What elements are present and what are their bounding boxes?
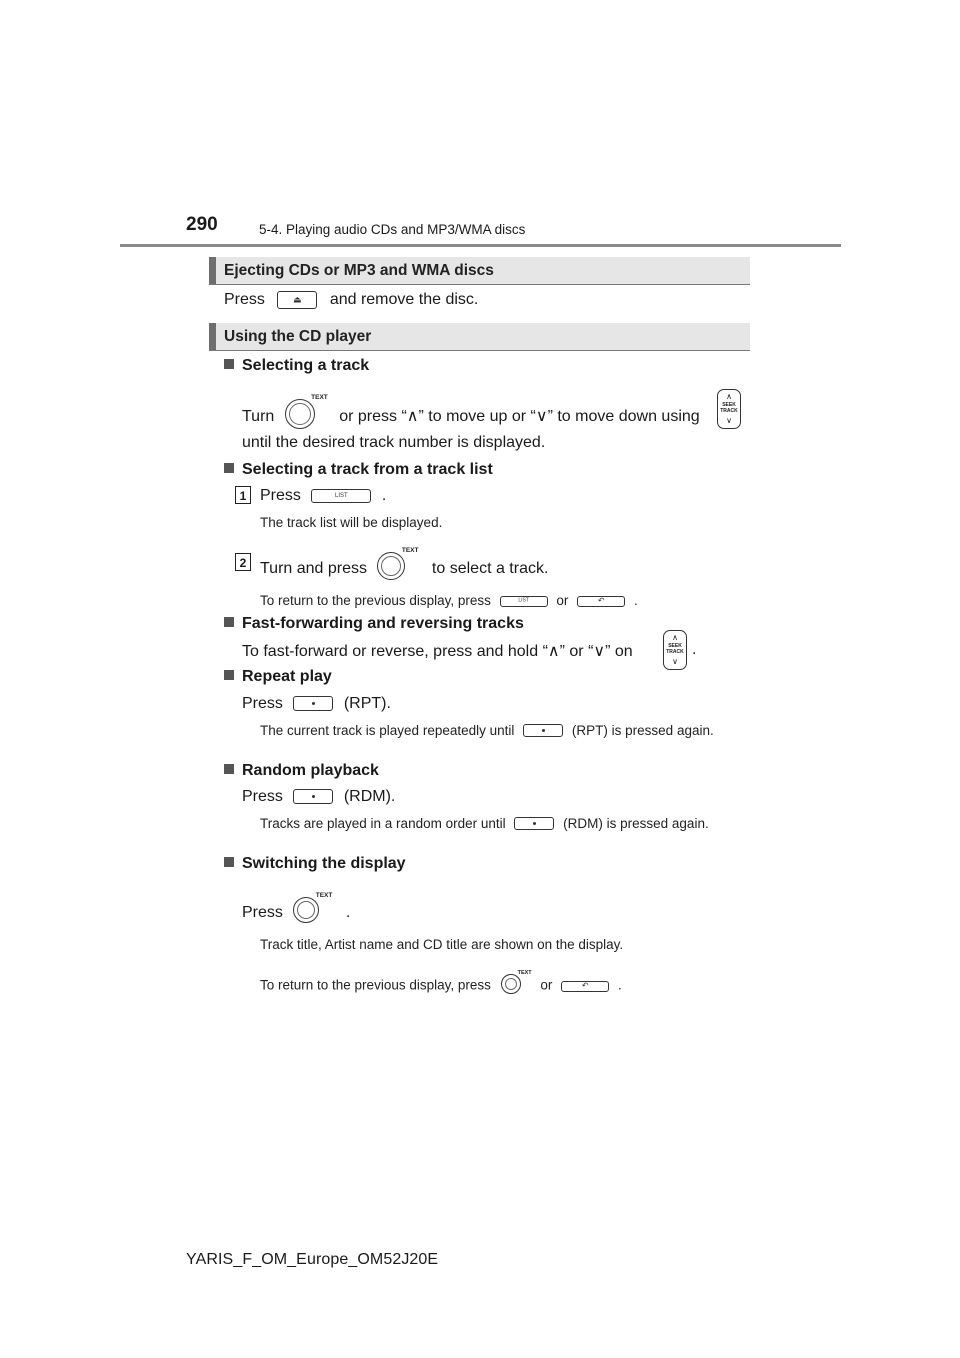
subheading-text: Selecting a track from a track list [242,461,493,478]
button-dot-icon [312,795,315,798]
step2-post: to select a track. [431,560,549,578]
seek-track-switch [717,389,741,429]
tune-knob-icon [285,394,328,429]
chevron-down-icon: ∨ [672,657,678,666]
heading-text: Ejecting CDs or MP3 and WMA discs [224,262,494,279]
back-arrow-icon: ↶ [581,981,589,990]
eject-text: and remove the disc. [329,291,479,309]
or-word: or [556,593,569,608]
period: . [617,977,622,993]
tune-knob-icon [377,547,419,580]
return-pre: To return to the previous display, press [260,977,491,993]
header-divider [120,244,841,247]
return-pre: To return to the previous display, press [260,593,491,608]
knob-text-label: TEXT [315,892,333,899]
step1-note: The track list will be displayed. [260,515,443,530]
step-number-2: 2 [235,553,251,571]
chevron-down-icon: ∨ [726,416,732,425]
heading-bar [209,323,216,350]
repeat-note [260,722,745,739]
random-note-post: (RDM) is pressed again. [563,816,709,831]
period: . [633,593,638,608]
seek-track-button-icon [717,389,741,429]
eject-button-icon [277,291,317,309]
seek-track-button-icon [663,630,687,670]
subheading-text: Fast-forwarding and reversing tracks [242,615,524,632]
selecting-track-line1 [242,394,700,432]
press-word: Press [260,487,301,504]
subheading-ffwd [224,615,524,633]
press-word: Press [242,904,283,922]
section-heading-cd [209,323,750,351]
repeat-instruction [242,695,391,713]
list-button-icon [311,489,371,503]
back-button-icon [577,596,625,607]
subheading-selecting-track [224,357,369,375]
seek-track-label: SEEK TRACK [720,402,738,414]
button-dot-icon [542,729,545,732]
square-bullet-icon [224,617,234,627]
section-title: 5-4. Playing audio CDs and MP3/WMA discs [259,222,526,237]
period: . [692,641,697,658]
list-button-label: LIST [518,597,529,604]
square-bullet-icon [224,857,234,867]
subheading-repeat [224,668,332,686]
preset-button-icon [523,724,563,737]
chevron-up-icon: ∧ [672,633,678,642]
knob-text-label: TEXT [401,547,419,554]
selecting-track-line2: until the desired track number is displayed. [242,434,546,451]
preset-button-icon [293,789,333,804]
square-bullet-icon [224,359,234,369]
display-return-note [260,970,622,996]
step2-instruction [260,547,549,583]
rdm-label: (RDM). [343,788,396,805]
list-button-icon [500,596,548,607]
text-knob-icon [293,892,333,923]
subheading-text: Selecting a track [242,357,370,374]
track-list-return-note [260,593,638,608]
preset-button-icon [514,817,554,830]
square-bullet-icon [224,764,234,774]
step2-pre: Turn and press [260,560,368,578]
section-heading-eject [209,257,750,285]
seek-track-switch [663,630,687,670]
turn-word: Turn [242,408,275,426]
square-bullet-icon [224,463,234,473]
display-instruction [242,892,351,926]
random-note [260,815,745,832]
display-note: Track title, Artist name and CD title are shown on the display. [260,937,624,952]
subheading-text: Switching the display [242,855,406,872]
back-button-icon [561,981,609,992]
subheading-text: Repeat play [242,668,332,685]
eject-instruction [224,291,478,309]
heading-text: Using the CD player [224,328,372,345]
ffwd-instruction [242,641,633,661]
preset-button-icon [293,696,333,711]
ffwd-pre: To fast-forward or reverse, press and hold “∧” or “∨” on [242,643,633,660]
subheading-random [224,762,379,780]
period: . [345,904,351,922]
square-bullet-icon [224,670,234,680]
period: . [381,487,387,504]
press-word: Press [242,695,283,712]
document-id: YARIS_F_OM_Europe_OM52J20E [186,1251,439,1268]
random-note-pre: Tracks are played in a random order until [260,816,506,831]
seek-track-label: SEEK TRACK [666,643,684,655]
button-dot-icon [312,702,315,705]
list-button-label: LIST [335,492,348,499]
subheading-track-list [224,461,493,479]
rpt-label: (RPT). [343,695,391,712]
subheading-text: Random playback [242,762,379,779]
heading-bar [209,257,216,284]
knob-text-label: TEXT [517,970,532,976]
press-word: Press [224,291,265,309]
knob-text-label: TEXT [311,394,328,401]
eject-icon: ⏏ [293,294,302,305]
step-number-1: 1 [235,486,251,504]
page-number: 290 [186,214,218,235]
or-word: or [540,977,553,993]
step1-instruction [260,487,386,505]
random-instruction [242,788,395,806]
repeat-note-pre: The current track is played repeatedly until [260,723,515,738]
back-arrow-icon: ↶ [597,596,605,606]
press-word: Press [242,788,283,805]
selecting-track-middle: or press “∧” to move up or “∨” to move down using [339,408,700,426]
repeat-note-post: (RPT) is pressed again. [571,723,714,738]
subheading-display [224,855,406,873]
button-dot-icon [533,822,536,825]
text-knob-icon [501,970,532,994]
chevron-up-icon: ∧ [726,392,732,401]
